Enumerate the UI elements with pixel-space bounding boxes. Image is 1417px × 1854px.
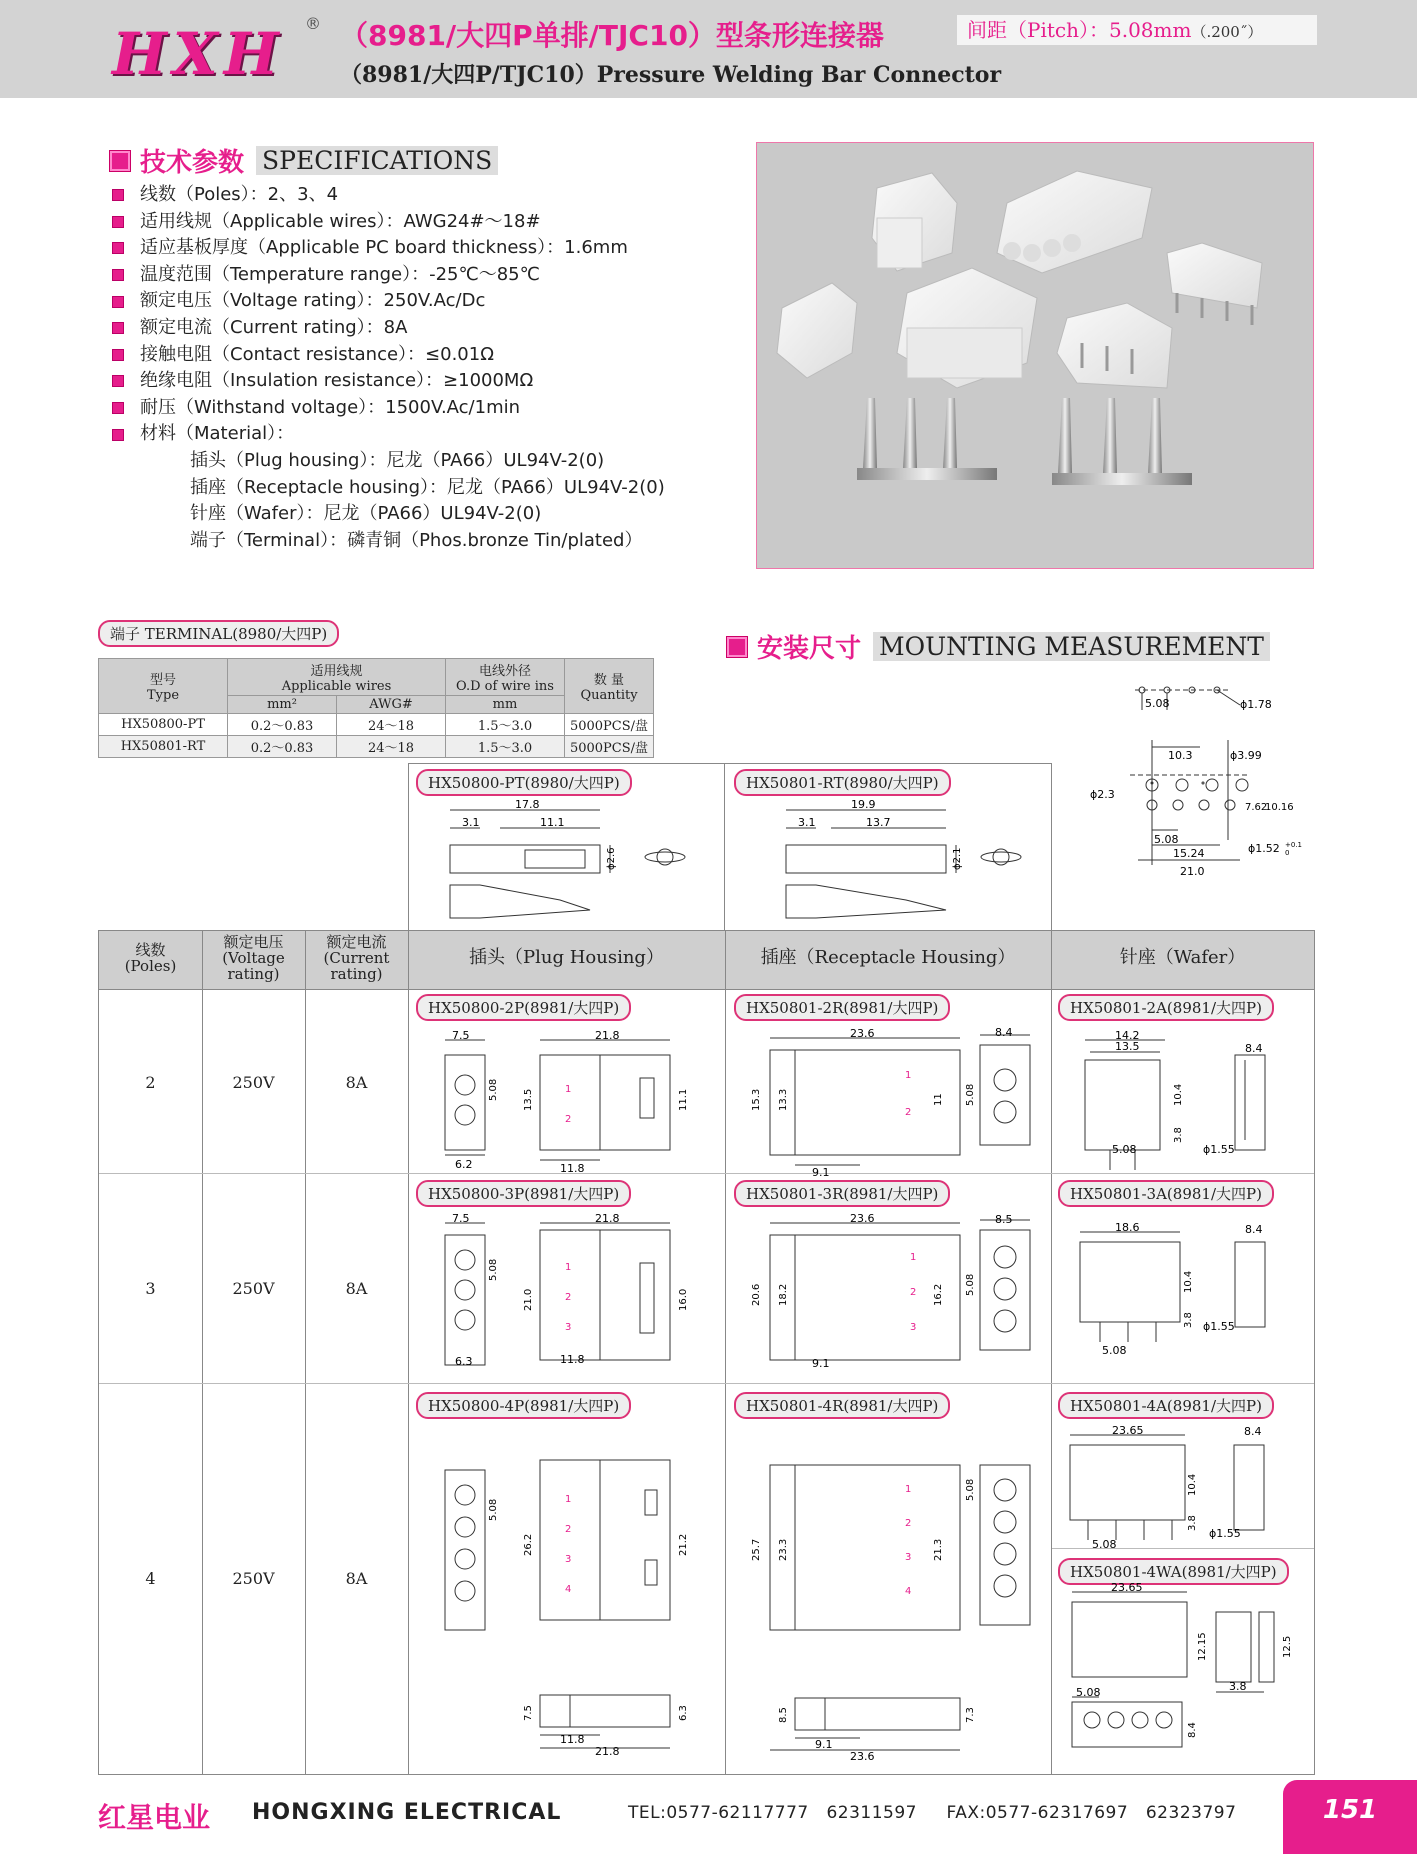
svg-text:2: 2 [565,1524,572,1535]
svg-text:17.8: 17.8 [515,798,540,811]
svg-text:12.15: 12.15 [1197,1632,1208,1661]
svg-text:11: 11 [933,1093,944,1106]
svg-text:1: 1 [565,1262,572,1273]
svg-text:20.6: 20.6 [751,1283,762,1306]
plug-housing-small [777,283,857,378]
bullet-icon [112,189,124,201]
company-name-cn: 红星电业 [98,1801,211,1834]
bullet-icon [112,296,124,308]
terminal-rt-drawing [776,800,1046,925]
svg-text:ϕ2.6: ϕ2.6 [606,847,617,870]
header-poles: 线数 (Poles) [124,941,177,975]
svg-text:19.9: 19.9 [851,798,876,811]
recep-2r-drawing [740,1026,1040,1179]
table-row: HX50801-RT 0.2～0.83 24～18 1.5～3.0 5000PCS/盘 [99,736,654,758]
poles-4: 4 [145,1569,156,1588]
plug-3p-label: HX50800-3P(8981/大四P) [416,1180,631,1207]
header-current: 额定电流 (Current rating) [323,933,390,983]
plug-3p-drawing [430,1212,700,1370]
wafer-2a-label: HX50801-2A(8981/大四P) [1058,994,1274,1021]
svg-text:10.3: 10.3 [1168,749,1193,762]
page-title-cn: （8981/大四P单排/TJC10）型条形连接器 [340,19,884,52]
specs-title-en: SPECIFICATIONS [256,146,498,175]
contact-info: TEL:0577-62117777 62311597 FAX:0577-62317697 62323797 [628,1803,1237,1823]
material-item: 插座（Receptacle housing）：尼龙（PA66）UL94V-2(0) [190,476,665,498]
bullet-icon [112,402,124,414]
terminal-pt-drawing [440,800,710,925]
terminal-pt-label: HX50800-PT(8980/大四P) [416,769,632,796]
recep-4r-label: HX50801-4R(8981/大四P) [734,1392,950,1419]
svg-text:3: 3 [910,1322,917,1333]
svg-text:5.08: 5.08 [1102,1344,1127,1357]
bullet-icon [112,242,124,254]
svg-text:9.1: 9.1 [812,1357,830,1370]
spec-item: 适应基板厚度（Applicable PC board thickness）：1.6mm [112,235,665,262]
svg-text:2: 2 [905,1518,912,1529]
product-photo [756,142,1314,569]
svg-text:11.8: 11.8 [560,1353,585,1366]
svg-text:5.08: 5.08 [488,1078,499,1101]
pitch-box [957,15,1317,45]
wafer-3a-drawing [1070,1222,1310,1362]
svg-text:0: 0 [1285,849,1290,857]
svg-text:7.5: 7.5 [452,1029,470,1042]
wafer-4p-bottom [1057,303,1172,388]
spec-item: 温度范围（Temperature range）：-25℃～85℃ [112,262,665,289]
svg-text:2: 2 [565,1114,572,1125]
svg-text:3.8: 3.8 [1229,1680,1247,1693]
svg-text:21.8: 21.8 [595,1212,620,1225]
plug-4p-drawing [430,1430,700,1758]
svg-text:6.3: 6.3 [455,1355,473,1368]
header-wafer: 针座（Wafer） [1119,947,1246,968]
svg-text:ϕ2.3: ϕ2.3 [1090,788,1115,801]
th-mm2: mm² [228,696,337,714]
pitch-label: 间距（Pitch）： [967,18,1109,42]
spec-item: 额定电压（Voltage rating）：250V.Ac/Dc [112,288,665,315]
voltage-4: 250V [232,1569,275,1588]
svg-text:8.5: 8.5 [995,1213,1013,1226]
svg-text:8.5: 8.5 [778,1707,789,1723]
specs-title-cn: 技术参数 [140,148,245,178]
svg-text:25.7: 25.7 [751,1538,762,1561]
current-4: 8A [345,1569,368,1588]
svg-text:8.4: 8.4 [1244,1425,1262,1438]
svg-text:13.7: 13.7 [866,816,891,829]
poles-2: 2 [145,1073,156,1092]
svg-text:8.4: 8.4 [995,1026,1013,1039]
wafer-4a-label: HX50801-4A(8981/大四P) [1058,1392,1274,1419]
material-item: 端子（Terminal）：磷青铜（Phos.bronze Tin/plated） [190,529,643,551]
svg-text:23.3: 23.3 [778,1538,789,1561]
svg-text:23.65: 23.65 [1112,1424,1144,1437]
svg-text:3: 3 [565,1554,572,1565]
receptacle-large [897,268,1037,388]
bullet-icon [112,375,124,387]
svg-text:7.62: 7.62 [1245,802,1268,813]
svg-text:23.65: 23.65 [1111,1581,1143,1594]
terminal-table [98,658,654,758]
th-mm: mm [446,696,565,714]
material-item: 针座（Wafer）：尼龙（PA66）UL94V-2(0) [190,503,542,525]
square-bullet-icon [727,637,747,657]
svg-text:3: 3 [565,1322,572,1333]
poles-3: 3 [145,1279,156,1298]
terminal-strip-right [1052,398,1192,485]
plug-2p-drawing [430,1029,700,1175]
svg-text:13.3: 13.3 [778,1088,789,1111]
mounting-drawing [1080,675,1310,885]
svg-text:13.5: 13.5 [523,1088,534,1111]
bullet-icon [112,322,124,334]
svg-text:ϕ3.99: ϕ3.99 [1230,749,1262,762]
wafer-4p-top [1167,243,1262,325]
svg-text:5.08: 5.08 [488,1258,499,1281]
svg-text:15.3: 15.3 [751,1088,762,1111]
svg-text:1: 1 [905,1484,912,1495]
svg-text:23.6: 23.6 [850,1750,875,1763]
svg-text:8.4: 8.4 [1187,1722,1198,1738]
registered-mark: ® [305,14,321,33]
terminal-rt-label: HX50801-RT(8980/大四P) [734,769,951,796]
svg-text:7.3: 7.3 [965,1707,976,1723]
th-type: 型号 Type [99,659,228,714]
svg-text:+0.1: +0.1 [1285,841,1302,849]
spec-item: 耐压（Withstand voltage）：1500V.Ac/1min [112,395,665,422]
svg-text:21.8: 21.8 [595,1029,620,1042]
svg-text:1: 1 [910,1252,917,1263]
svg-text:3: 3 [905,1552,912,1563]
product-photo-illustration [757,143,1313,568]
mounting-title-en: MOUNTING MEASUREMENT [873,632,1270,661]
svg-text:ϕ2.1: ϕ2.1 [952,847,963,870]
svg-text:21.2: 21.2 [678,1533,689,1556]
th-wires: 适用线规 Applicable wires [228,659,446,696]
svg-text:26.2: 26.2 [523,1533,534,1556]
specs-heading [110,142,498,179]
svg-text:10.4: 10.4 [1187,1473,1198,1496]
wafer-3a-label: HX50801-3A(8981/大四P) [1058,1180,1274,1207]
svg-text:2: 2 [565,1292,572,1303]
svg-text:1: 1 [565,1084,572,1095]
svg-text:21.8: 21.8 [595,1745,620,1758]
recep-2r-label: HX50801-2R(8981/大四P) [734,994,950,1021]
th-od: 电线外径 O.D of wire ins [446,659,565,696]
recep-3r-label: HX50801-3R(8981/大四P) [734,1180,950,1207]
svg-text:11.8: 11.8 [560,1733,585,1746]
bullet-icon [112,349,124,361]
svg-text:18.2: 18.2 [778,1283,789,1306]
svg-text:5.08: 5.08 [965,1478,976,1501]
page-title-en: （8981/大四P/TJC10）Pressure Welding Bar Connector [340,62,1002,88]
plug-2p-label: HX50800-2P(8981/大四P) [416,994,631,1021]
svg-text:8.4: 8.4 [1245,1223,1263,1236]
current-2: 8A [345,1073,368,1092]
svg-text:2: 2 [905,1107,912,1118]
svg-text:23.6: 23.6 [850,1027,875,1040]
svg-text:18.6: 18.6 [1115,1221,1140,1234]
square-bullet-icon [110,151,130,171]
svg-text:10.16: 10.16 [1265,802,1294,813]
bullet-icon [112,216,124,228]
spec-item: 额定电流（Current rating）：8A [112,315,665,342]
svg-text:21.3: 21.3 [933,1538,944,1561]
svg-text:5.08: 5.08 [965,1273,976,1296]
svg-text:10.4: 10.4 [1173,1083,1184,1106]
svg-text:16.2: 16.2 [933,1283,944,1306]
bullet-icon [112,269,124,281]
svg-text:5.08: 5.08 [488,1498,499,1521]
pitch-inch: （.200˝） [1191,23,1263,41]
wafer-4wa-label: HX50801-4WA(8981/大四P) [1058,1558,1289,1585]
plug-housing-2p [872,173,957,271]
recep-3r-drawing [740,1212,1040,1370]
divider [724,763,725,931]
svg-text:21.0: 21.0 [1180,865,1205,878]
company-name-en: HONGXING ELECTRICAL [252,1800,562,1825]
svg-text:11.1: 11.1 [540,816,565,829]
spec-item: 适用线规（Applicable wires）：AWG24#～18# [112,209,665,236]
mounting-title-cn: 安装尺寸 [757,634,862,664]
svg-text:2: 2 [910,1287,917,1298]
spec-item: 材料（Material）： [112,421,665,448]
recep-4r-drawing [740,1430,1040,1763]
svg-text:5.08: 5.08 [1076,1686,1101,1699]
svg-text:ϕ1.78: ϕ1.78 [1240,698,1272,711]
th-awg: AWG# [337,696,446,714]
bullet-icon [112,429,124,441]
svg-text:21.0: 21.0 [523,1288,534,1311]
svg-text:3.8: 3.8 [1183,1312,1194,1328]
svg-text:ϕ1.55: ϕ1.55 [1203,1143,1235,1156]
svg-text:4: 4 [905,1586,912,1597]
svg-text:7.5: 7.5 [523,1705,534,1721]
svg-text:5.08: 5.08 [965,1083,976,1106]
header-plug: 插头（Plug Housing） [469,947,664,968]
wafer-4wa-drawing [1064,1582,1309,1757]
svg-text:7.5: 7.5 [452,1212,470,1225]
spec-item: 线数（Poles）：2、3、4 [112,182,665,209]
svg-text:3.1: 3.1 [798,816,816,829]
svg-text:5.08: 5.08 [1092,1538,1117,1551]
svg-text:12.5: 12.5 [1282,1635,1293,1658]
svg-text:23.6: 23.6 [850,1212,875,1225]
svg-text:1: 1 [565,1494,572,1505]
svg-text:5.08: 5.08 [1145,697,1170,710]
svg-text:1: 1 [905,1070,912,1081]
page-number: 151 [1283,1780,1417,1854]
specs-list [112,182,665,554]
svg-text:ϕ1.55: ϕ1.55 [1209,1527,1241,1540]
svg-text:6.2: 6.2 [455,1158,473,1171]
svg-text:3.8: 3.8 [1187,1515,1198,1531]
svg-text:3.8: 3.8 [1173,1127,1184,1143]
svg-text:15.24: 15.24 [1173,847,1205,860]
svg-text:ϕ1.52: ϕ1.52 [1248,842,1280,855]
terminal-label: 端子 TERMINAL(8980/大四P) [98,620,339,647]
wafer-4a-drawing [1064,1425,1309,1550]
svg-text:14.2: 14.2 [1115,1029,1140,1042]
current-3: 8A [345,1279,368,1298]
svg-text:11.1: 11.1 [678,1088,689,1111]
pitch-value: 5.08mm [1108,18,1192,42]
svg-text:ϕ1.55: ϕ1.55 [1203,1320,1235,1333]
svg-text:5.08: 5.08 [1112,1143,1137,1156]
mounting-heading [727,628,1270,665]
receptacle-4p [997,171,1152,273]
svg-text:10.4: 10.4 [1183,1270,1194,1293]
spec-item: 绝缘电阻（Insulation resistance）：≥1000MΩ [112,368,665,395]
voltage-2: 250V [232,1073,275,1092]
svg-text:9.1: 9.1 [812,1166,830,1179]
material-item: 插头（Plug housing）：尼龙（PA66）UL94V-2(0) [190,449,605,471]
svg-text:13.5: 13.5 [1115,1040,1140,1053]
header-voltage: 额定电压 (Voltage rating) [222,933,285,983]
svg-text:16.0: 16.0 [678,1288,689,1311]
spec-item: 接触电阻（Contact resistance）：≤0.01Ω [112,342,665,369]
svg-text:3.1: 3.1 [462,816,480,829]
svg-text:11.8: 11.8 [560,1162,585,1175]
svg-text:4: 4 [565,1584,572,1595]
wafer-2a-drawing [1070,1030,1310,1170]
terminal-strip-left [857,398,997,480]
voltage-3: 250V [232,1279,275,1298]
svg-text:5.08: 5.08 [1154,833,1179,846]
brand-logo: HXH [112,20,285,88]
svg-text:8.4: 8.4 [1245,1042,1263,1055]
th-qty: 数 量 Quantity [565,659,654,714]
header-recep: 插座（Receptacle Housing） [760,947,1016,968]
svg-text:6.3: 6.3 [678,1705,689,1721]
table-row: HX50800-PT 0.2～0.83 24～18 1.5～3.0 5000PCS/盘 [99,714,654,736]
svg-text:9.1: 9.1 [815,1738,833,1751]
plug-4p-label: HX50800-4P(8981/大四P) [416,1392,631,1419]
